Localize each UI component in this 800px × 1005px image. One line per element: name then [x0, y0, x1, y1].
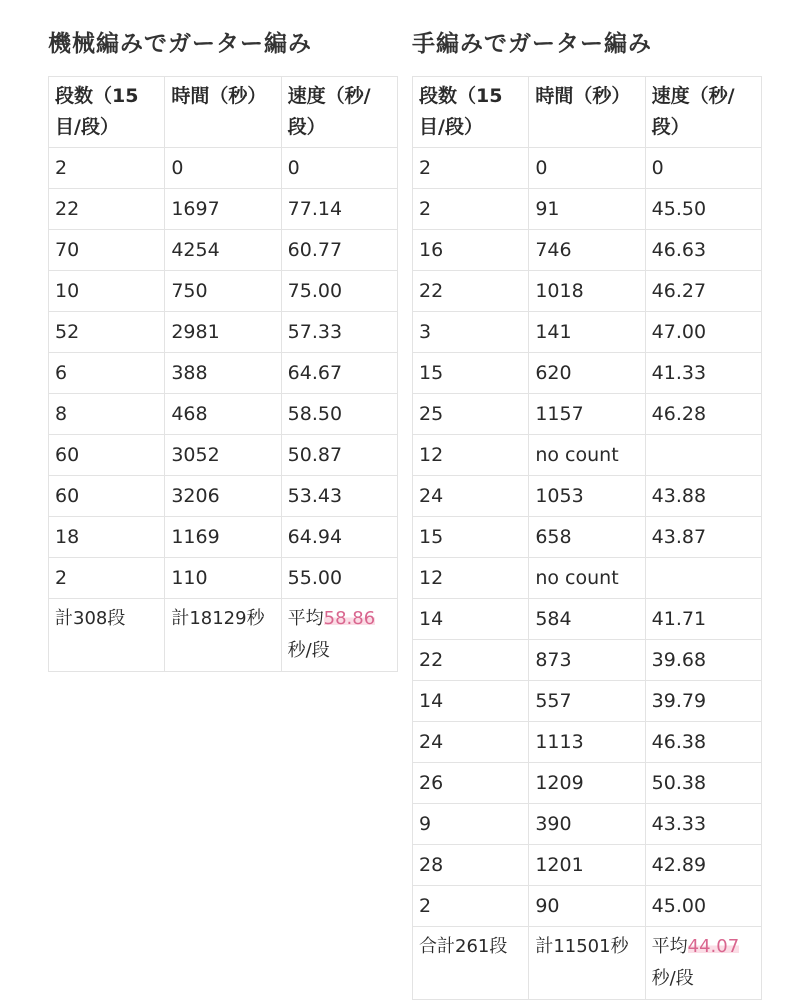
- rows-cell: 14: [413, 599, 529, 640]
- table-row: [413, 517, 762, 558]
- table-row: [413, 681, 762, 722]
- table-row: [49, 435, 398, 476]
- rows-cell: 3: [413, 312, 529, 353]
- speed-cell: 41.71: [645, 599, 761, 640]
- time-cell: no count: [529, 435, 645, 476]
- table-row: [49, 558, 398, 599]
- time-cell: 141: [529, 312, 645, 353]
- speed-cell: 43.87: [645, 517, 761, 558]
- speed-cell: 75.00: [281, 271, 397, 312]
- time-cell: 620: [529, 353, 645, 394]
- speed-cell: 43.88: [645, 476, 761, 517]
- speed-cell: 60.77: [281, 230, 397, 271]
- speed-cell: 47.00: [645, 312, 761, 353]
- time-cell: 110: [165, 558, 281, 599]
- time-cell: 2981: [165, 312, 281, 353]
- speed-cell: 42.89: [645, 845, 761, 886]
- time-cell: 1201: [529, 845, 645, 886]
- time-cell: 1169: [165, 517, 281, 558]
- total-rows: 合計261段: [413, 927, 529, 1000]
- table-row: [413, 230, 762, 271]
- table-row: [49, 517, 398, 558]
- rows-cell: 22: [49, 189, 165, 230]
- hand-table: [412, 76, 762, 1000]
- speed-cell: 46.63: [645, 230, 761, 271]
- rows-cell: 15: [413, 517, 529, 558]
- table-row: [413, 845, 762, 886]
- time-cell: 1113: [529, 722, 645, 763]
- time-cell: 584: [529, 599, 645, 640]
- table-row: [413, 599, 762, 640]
- average-value: 44.07: [687, 936, 740, 957]
- speed-cell: 41.33: [645, 353, 761, 394]
- rows-cell: 16: [413, 230, 529, 271]
- speed-cell: 0: [281, 148, 397, 189]
- header-rows: 段数（15目/段）: [413, 77, 529, 148]
- speed-cell: 77.14: [281, 189, 397, 230]
- time-cell: 468: [165, 394, 281, 435]
- average-suffix: 秒/段: [651, 968, 694, 989]
- rows-cell: 22: [413, 640, 529, 681]
- rows-cell: 6: [49, 353, 165, 394]
- speed-cell: 50.38: [645, 763, 761, 804]
- rows-cell: 14: [413, 681, 529, 722]
- speed-cell: 46.28: [645, 394, 761, 435]
- machine-section-title: 機械編みでガーター編み: [48, 31, 312, 57]
- rows-cell: 2: [413, 148, 529, 189]
- time-cell: 1209: [529, 763, 645, 804]
- header-time: 時間（秒）: [165, 77, 281, 148]
- table-row: [413, 353, 762, 394]
- total-time: 計11501秒: [529, 927, 645, 1000]
- total-time: 計18129秒: [165, 599, 281, 672]
- time-cell: 3052: [165, 435, 281, 476]
- table-row: [413, 394, 762, 435]
- table-row: [49, 353, 398, 394]
- header-time: 時間（秒）: [529, 77, 645, 148]
- table-row: [413, 435, 762, 476]
- rows-cell: 70: [49, 230, 165, 271]
- average-suffix: 秒/段: [287, 640, 330, 661]
- time-cell: 557: [529, 681, 645, 722]
- rows-cell: 18: [49, 517, 165, 558]
- average-prefix: 平均: [287, 608, 324, 629]
- time-cell: 1053: [529, 476, 645, 517]
- average-speed: [281, 599, 397, 672]
- rows-cell: 60: [49, 435, 165, 476]
- time-cell: 1697: [165, 189, 281, 230]
- hand-knitting-section: [412, 28, 762, 1000]
- total-rows: 計308段: [49, 599, 165, 672]
- time-cell: 390: [529, 804, 645, 845]
- speed-cell: [645, 558, 761, 599]
- speed-cell: 64.67: [281, 353, 397, 394]
- speed-cell: 45.50: [645, 189, 761, 230]
- header-speed: 速度（秒/段）: [281, 77, 397, 148]
- machine-table: [48, 76, 398, 672]
- machine-knitting-section: [48, 28, 398, 672]
- time-cell: 388: [165, 353, 281, 394]
- table-row: [413, 558, 762, 599]
- speed-cell: 58.50: [281, 394, 397, 435]
- total-row: [413, 927, 762, 1000]
- rows-cell: 24: [413, 476, 529, 517]
- table-header-row: [49, 77, 398, 148]
- header-rows: 段数（15目/段）: [49, 77, 165, 148]
- time-cell: 4254: [165, 230, 281, 271]
- table-header-row: [413, 77, 762, 148]
- table-row: [413, 886, 762, 927]
- time-cell: 91: [529, 189, 645, 230]
- rows-cell: 26: [413, 763, 529, 804]
- rows-cell: 15: [413, 353, 529, 394]
- speed-cell: 43.33: [645, 804, 761, 845]
- time-cell: 0: [529, 148, 645, 189]
- speed-cell: 50.87: [281, 435, 397, 476]
- speed-cell: 0: [645, 148, 761, 189]
- table-row: [413, 148, 762, 189]
- time-cell: 0: [165, 148, 281, 189]
- rows-cell: 10: [49, 271, 165, 312]
- time-cell: 3206: [165, 476, 281, 517]
- table-row: [413, 804, 762, 845]
- hand-section-title: 手編みでガーター編み: [412, 31, 652, 57]
- total-row: [49, 599, 398, 672]
- rows-cell: 25: [413, 394, 529, 435]
- speed-cell: 39.68: [645, 640, 761, 681]
- rows-cell: 52: [49, 312, 165, 353]
- table-row: [49, 271, 398, 312]
- speed-cell: 57.33: [281, 312, 397, 353]
- table-row: [413, 722, 762, 763]
- speed-cell: 39.79: [645, 681, 761, 722]
- time-cell: 1157: [529, 394, 645, 435]
- average-value: 58.86: [323, 608, 376, 629]
- rows-cell: 12: [413, 558, 529, 599]
- rows-cell: 12: [413, 435, 529, 476]
- speed-cell: 45.00: [645, 886, 761, 927]
- speed-cell: [645, 435, 761, 476]
- speed-cell: 55.00: [281, 558, 397, 599]
- time-cell: 658: [529, 517, 645, 558]
- rows-cell: 28: [413, 845, 529, 886]
- rows-cell: 22: [413, 271, 529, 312]
- time-cell: 746: [529, 230, 645, 271]
- table-row: [49, 476, 398, 517]
- rows-cell: 24: [413, 722, 529, 763]
- table-row: [49, 394, 398, 435]
- rows-cell: 9: [413, 804, 529, 845]
- table-row: [413, 189, 762, 230]
- speed-cell: 64.94: [281, 517, 397, 558]
- table-row: [49, 230, 398, 271]
- table-row: [413, 271, 762, 312]
- table-row: [413, 476, 762, 517]
- table-row: [49, 312, 398, 353]
- table-row: [413, 640, 762, 681]
- time-cell: 873: [529, 640, 645, 681]
- average-prefix: 平均: [651, 936, 688, 957]
- average-speed: [645, 927, 761, 1000]
- rows-cell: 60: [49, 476, 165, 517]
- time-cell: 90: [529, 886, 645, 927]
- rows-cell: 8: [49, 394, 165, 435]
- speed-cell: 53.43: [281, 476, 397, 517]
- rows-cell: 2: [49, 148, 165, 189]
- rows-cell: 2: [49, 558, 165, 599]
- table-row: [413, 312, 762, 353]
- table-row: [413, 763, 762, 804]
- time-cell: 1018: [529, 271, 645, 312]
- speed-cell: 46.38: [645, 722, 761, 763]
- time-cell: 750: [165, 271, 281, 312]
- rows-cell: 2: [413, 886, 529, 927]
- speed-cell: 46.27: [645, 271, 761, 312]
- time-cell: no count: [529, 558, 645, 599]
- table-row: [49, 189, 398, 230]
- rows-cell: 2: [413, 189, 529, 230]
- header-speed: 速度（秒/段）: [645, 77, 761, 148]
- table-row: [49, 148, 398, 189]
